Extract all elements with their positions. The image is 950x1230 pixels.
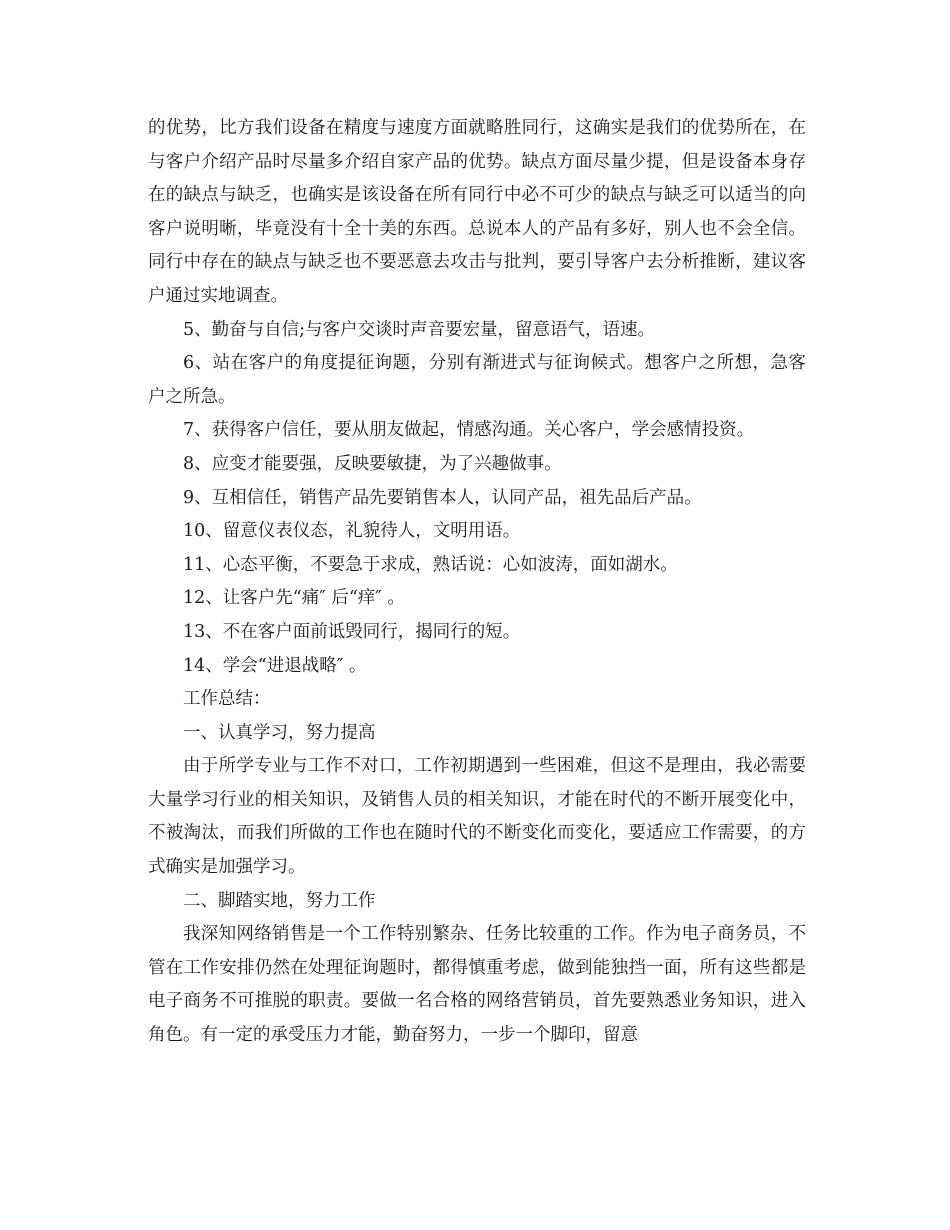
list-item-14: 14、学会“进退战略″ 。 (183, 655, 367, 676)
list-item-7: 7、获得客户信任，要从朋友做起，情感沟通。关心客户，学会感情投资。 (183, 420, 755, 441)
list-item-13: 13、不在客户面前诋毁同行，揭同行的短。 (183, 621, 521, 642)
paragraph-advantages-continued: 的优势，比方我们设备在精度与速度方面就略胜同行，这确实是我们的优势所在，在与客户介绍产品时尽量多介绍自家产品的优势。缺点方面尽量少提，但是设备本身存在的缺点与缺乏，也确实是该设备在所有同行中必不可少的缺点与缺乏可以适当的向客户说明晰，毕竟没有十全十美的东西。总说本人的产品有多好，别人也不会全信。同行中存在的缺点与缺乏也不要恶意去攻击与批判，要引导客户去分析推断，建议客户通过实地调查。 (148, 118, 806, 306)
list-item-8: 8、应变才能要强，反映要敏捷，为了兴趣做事。 (183, 453, 562, 474)
list-item-10: 10、留意仪表仪态，礼貌待人，文明用语。 (183, 521, 521, 542)
paragraph-work: 我深知网络销售是一个工作特别繁杂、任务比较重的工作。作为电子商务员，不管在工作安排仍然在处理征询题时，都得慎重考虑，做到能独挡一面，所有这些都是电子商务不可推脱的职责。要做一名合格的网络营销员，首先要熟悉业务知识，进入角色。有一定的承受压力才能，勤奋努力，一步一个脚印，留意 (148, 924, 806, 1046)
subheading-work: 二、脚踏实地，努力工作 (183, 890, 376, 911)
section-heading-work-summary: 工作总结： (183, 689, 271, 710)
list-item-5: 5、勤奋与自信;与客户交谈时声音要宏量，留意语气，语速。 (183, 319, 656, 340)
list-item-12: 12、让客户先“痛″ 后“痒″ 。 (183, 588, 405, 609)
list-item-9: 9、互相信任，销售产品先要销售本人，认同产品，祖先品后产品。 (183, 487, 702, 508)
subheading-study: 一、认真学习，努力提高 (183, 722, 376, 743)
list-item-11: 11、心态平衡，不要急于求成，熟话说：心如波涛，面如湖水。 (183, 554, 678, 575)
document-body (148, 112, 806, 1053)
paragraph-study: 由于所学专业与工作不对口，工作初期遇到一些困难，但这不是理由，我必需要大量学习行业的相关知识，及销售人员的相关知识，才能在时代的不断开展变化中，不被淘汰，而我们所做的工作也在随时代的不断变化而变化，要适应工作需要，的方式确实是加强学习。 (148, 756, 806, 878)
list-item-6: 6、站在客户的角度提征询题，分别有渐进式与征询候式。想客户之所想，急客户之所急。 (148, 353, 806, 407)
